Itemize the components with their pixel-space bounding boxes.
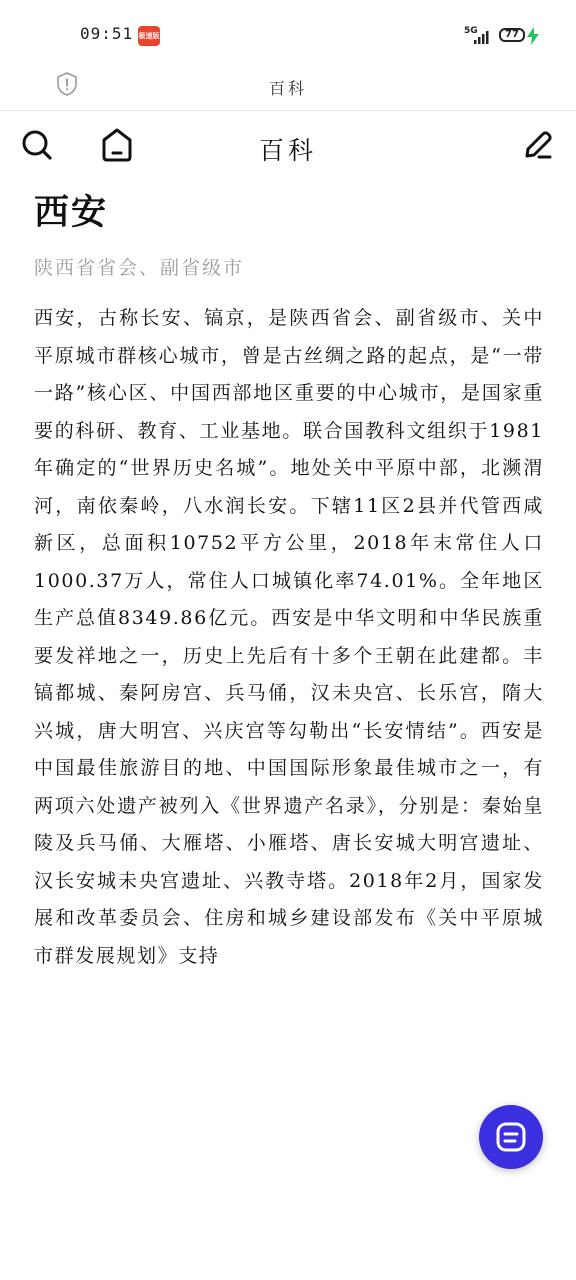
article-body: 西安，古称长安、镐京，是陕西省会、副省级市、关中平原城市群核心城市，曾是古丝绸之路的起点，是“一带一路”核心区、中国西部地区重要的中心城市，是国家重要的科研、教育、工业基地。联合国教科文组织于1981年确定的“世界历史名城”。地处关中平原中部，北濒渭河，南依秦岭，八水润长安。下辖11区2县并代管西咸新区，总面积10752平方公里，2018年末常住人口1000.37万人，常住人口城镇化率74.01%。全年地区生产总值8349.86亿元。西安是中华文明和中华民族重要发祥地之一，历史上先后有十多个王朝在此建都。丰镐都城、秦阿房宫、兵马俑，汉未央宫、长乐宫，隋大兴城，唐大明宫、兴庆宫等勾勒出“长安情结”。西安是中国最佳旅游目的地、中国国际形象最佳城市之一，有两项六处遗产被列入《世界遗产名录》，分别是：秦始皇陵及兵马俑、大雁塔、小雁塔、唐长安城大明宫遗址、汉长安城未央宫遗址、兴教寺塔。2018年2月，国家发展和改革委员会、住房和城乡建设部发布《关中平原城市群发展规划》支持 (34, 307, 544, 967)
toolbar-title: 百科 (258, 136, 317, 165)
browser-address-bar (0, 66, 576, 111)
app-badge-icon: 极速版 (138, 26, 160, 46)
charging-icon (527, 27, 539, 45)
status-time: 09:51 (80, 24, 134, 43)
article-content (34, 190, 544, 975)
signal-icon (474, 30, 490, 44)
network-type: 5G (464, 26, 478, 36)
menu-icon (495, 1121, 527, 1153)
browser-page-title: 百科 (268, 79, 307, 98)
article-subtitle: 陕西省省会、副省级市 (34, 257, 245, 279)
edit-icon (522, 129, 554, 161)
toolbar (0, 111, 576, 185)
article-title: 西安 (34, 192, 109, 233)
edit-button[interactable] (518, 125, 558, 165)
floating-menu-button[interactable] (479, 1105, 543, 1169)
battery-level: 77 (499, 28, 525, 42)
status-bar (0, 0, 576, 70)
